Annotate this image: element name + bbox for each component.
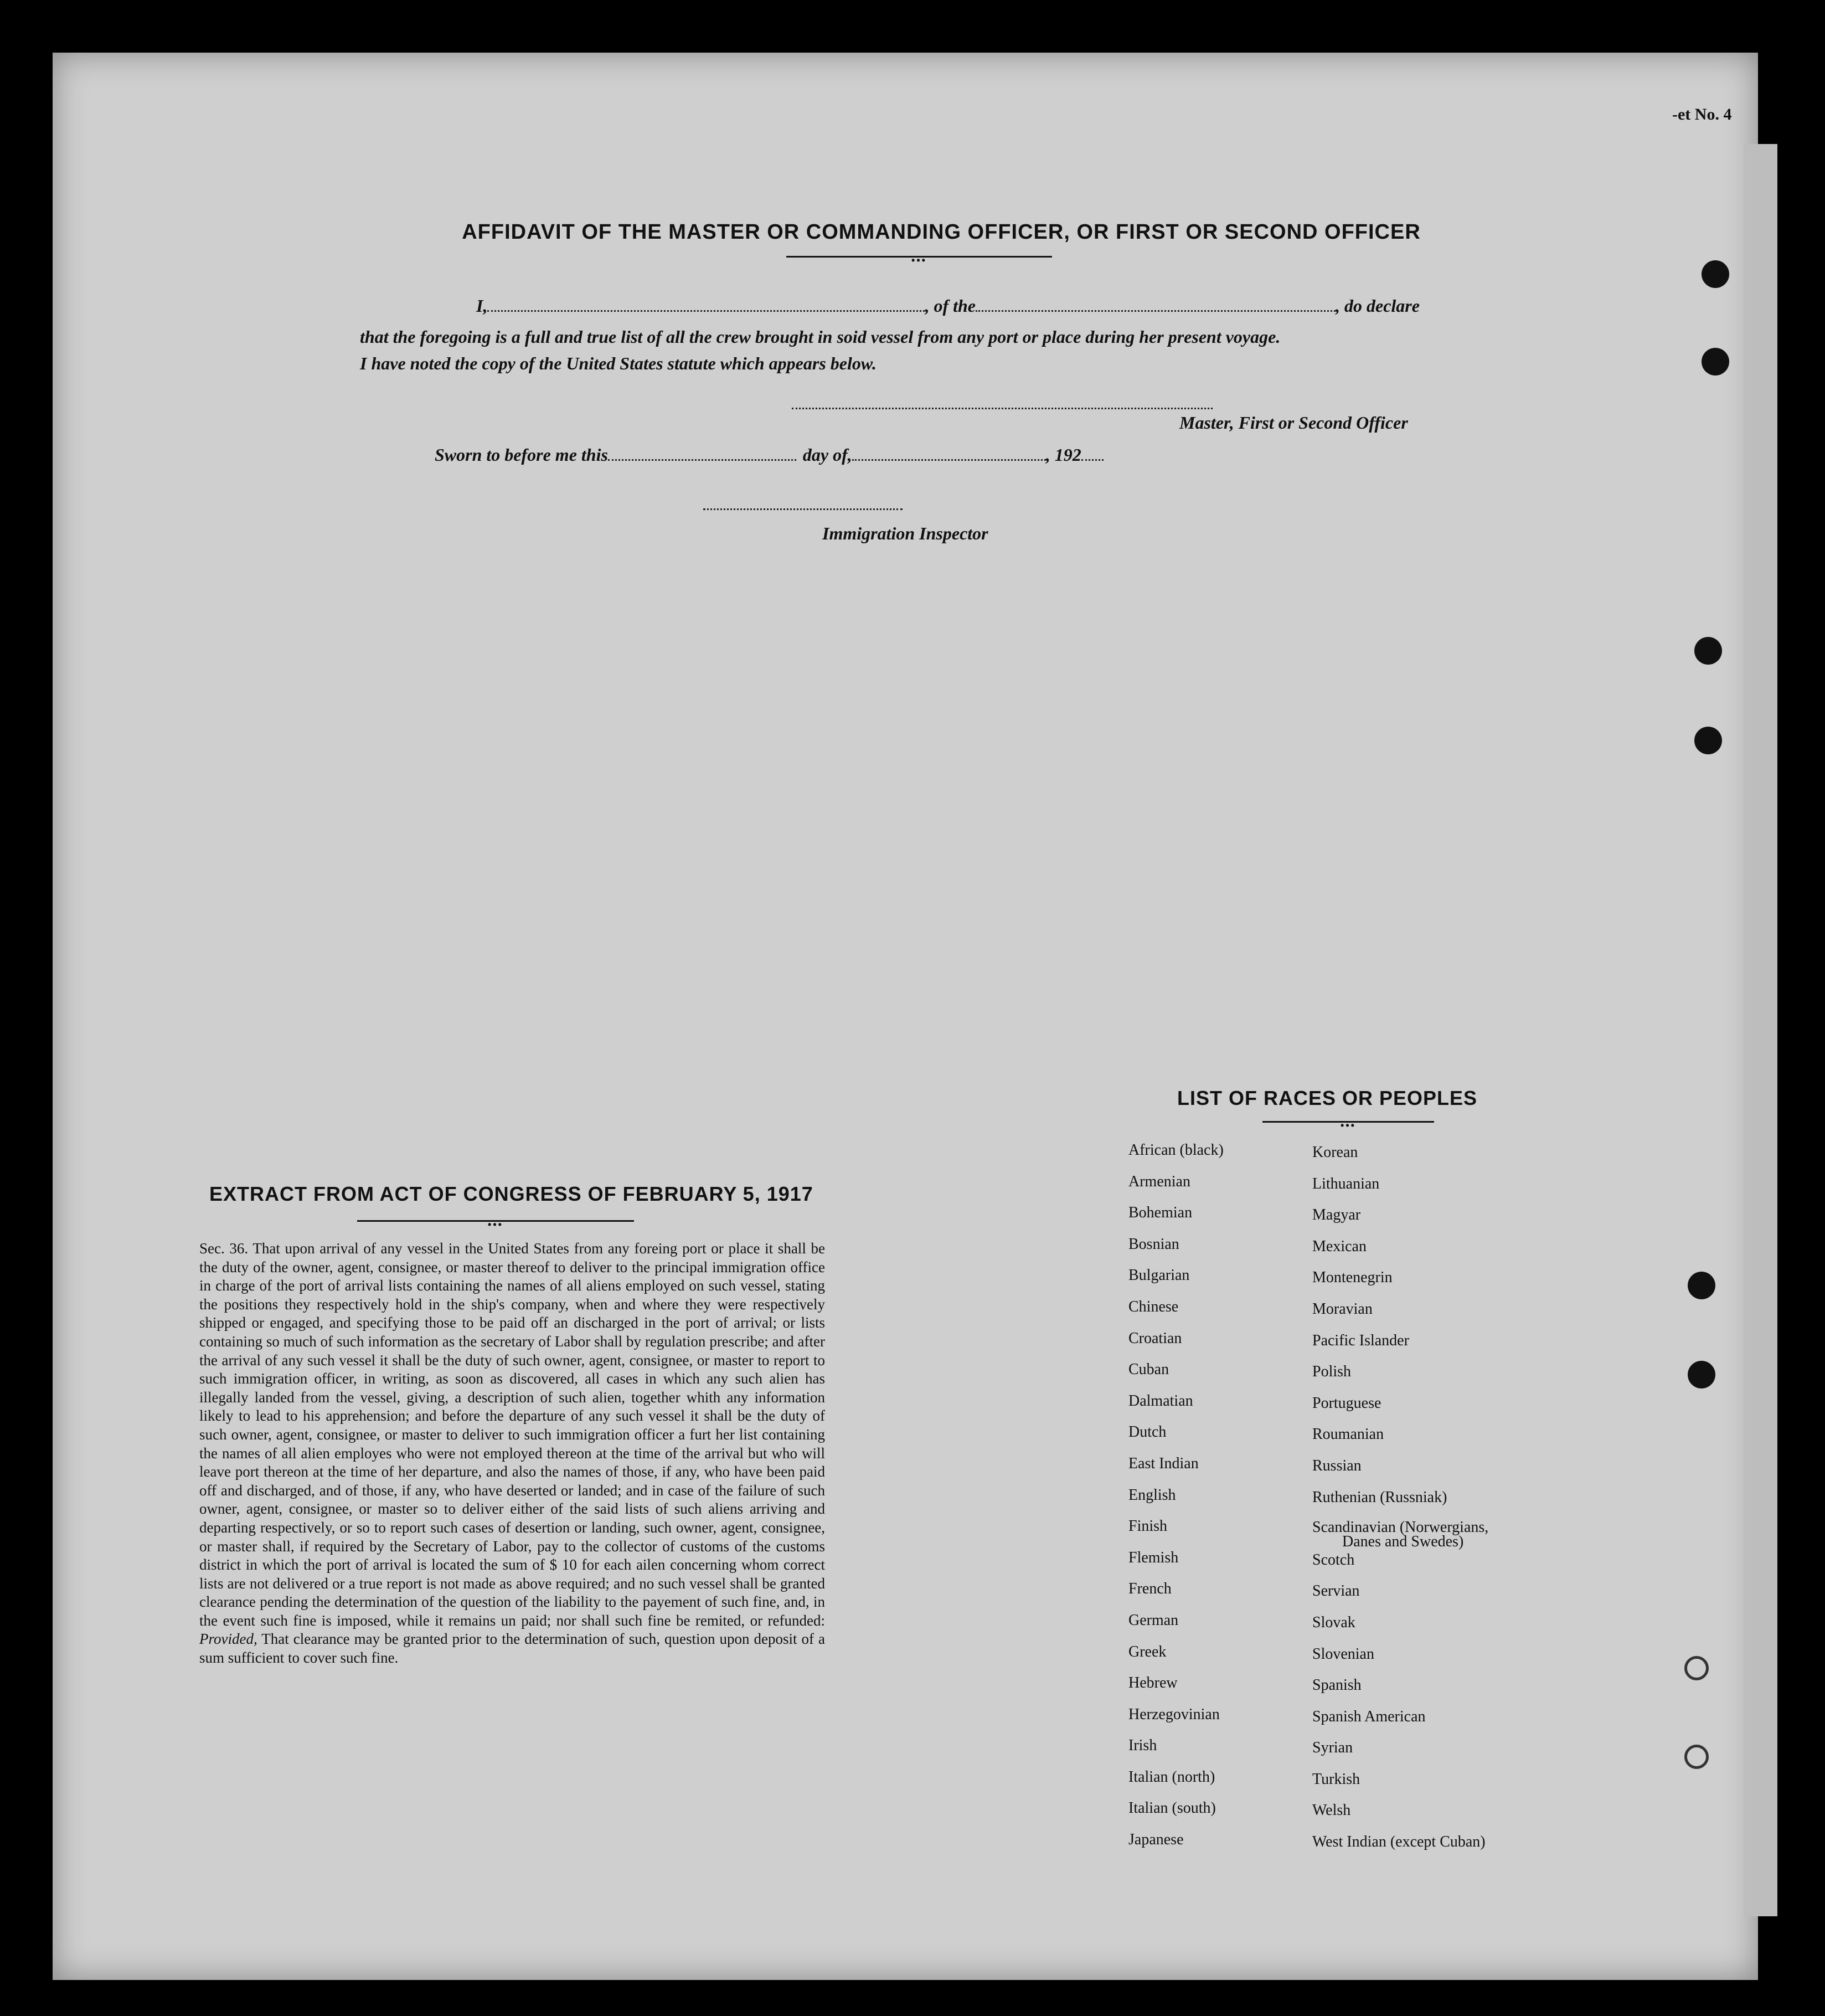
races-title: LIST OF RACES OR PEOPLES <box>1177 1087 1478 1109</box>
race-item: Lithuanian <box>1312 1175 1380 1192</box>
punch-hole-icon <box>1684 1656 1709 1680</box>
race-item: Greek <box>1128 1643 1167 1660</box>
punch-hole-icon <box>1688 1272 1715 1299</box>
race-item: Syrian <box>1312 1739 1353 1757</box>
punch-hole-icon <box>1684 1745 1709 1769</box>
punch-hole-icon <box>1694 637 1722 665</box>
race-item: Korean <box>1312 1144 1358 1161</box>
signature-line <box>792 393 1213 414</box>
race-item: Turkish <box>1312 1770 1360 1788</box>
race-item: Armenian <box>1128 1172 1190 1190</box>
affidavit-title: AFFIDAVIT OF THE MASTER OR COMMANDING OFFICER, OR FIRST OR SECOND OFFICER <box>462 220 1421 244</box>
race-item: French <box>1128 1580 1172 1598</box>
race-item: Spanish American <box>1312 1708 1426 1725</box>
race-item: Croatian <box>1128 1329 1182 1347</box>
affidavit-title-rule: ••• <box>786 256 1052 261</box>
inspector-line <box>703 494 903 515</box>
race-item: Bulgarian <box>1128 1267 1190 1284</box>
race-item: Welsh <box>1312 1802 1351 1819</box>
affidavit-line-2: that the foregoing is a full and true list of all the crew brought in soid vessel from any port or place during her present voyage. <box>360 327 1281 347</box>
race-item: Servian <box>1312 1582 1360 1600</box>
race-item: Russian <box>1312 1457 1362 1474</box>
race-item: Dalmatian <box>1128 1392 1193 1410</box>
race-item: Scotch <box>1312 1551 1355 1568</box>
race-item: Slovak <box>1312 1613 1355 1631</box>
race-item: West Indian (except Cuban) <box>1312 1833 1486 1851</box>
race-item: Dutch <box>1128 1423 1167 1441</box>
race-item: Ruthenian (Russniak) <box>1312 1488 1447 1506</box>
race-item: Bosnian <box>1128 1235 1179 1253</box>
race-item: Montenegrin <box>1312 1269 1393 1287</box>
race-item: Japanese <box>1128 1831 1184 1849</box>
race-item: Hebrew <box>1128 1674 1178 1692</box>
race-item: Scandinavian (Norwergians, Danes and Swedes) <box>1312 1519 1489 1551</box>
extract-title: EXTRACT FROM ACT OF CONGRESS OF FEBRUARY 5, 1917 <box>209 1182 813 1205</box>
sworn-line: Sworn to before me this day of, , 192 <box>435 445 1104 465</box>
race-item: Cuban <box>1128 1361 1169 1379</box>
race-item: Polish <box>1312 1363 1352 1381</box>
race-item: Irish <box>1128 1737 1157 1755</box>
race-item: Herzegovinian <box>1128 1705 1220 1723</box>
race-item: African (black) <box>1128 1141 1224 1159</box>
race-item: East Indian <box>1128 1454 1199 1472</box>
race-item: Pacific Islander <box>1312 1331 1409 1349</box>
inspector-label: Immigration Inspector <box>822 523 988 543</box>
sheet-number: -et No. 4 <box>1672 105 1732 124</box>
race-item: Roumanian <box>1312 1426 1384 1443</box>
race-item: Finish <box>1128 1518 1168 1535</box>
race-item: Magyar <box>1312 1206 1361 1224</box>
punch-hole-icon <box>1702 348 1729 376</box>
affidavit-line-3: I have noted the copy of the United States statute which appears below. <box>360 353 877 373</box>
race-item: Bohemian <box>1128 1204 1193 1222</box>
affidavit-line-1: I, , of the , do declare <box>476 296 1420 316</box>
punch-hole-icon <box>1702 260 1729 288</box>
punch-hole-icon <box>1688 1361 1715 1388</box>
races-right-column <box>1312 1144 1488 1865</box>
race-item: Flemish <box>1128 1549 1179 1566</box>
page-edge <box>1744 144 1777 1916</box>
extract-body: Sec. 36. That upon arrival of any vessel in the United States from any foreing port or place it shall be the duty of the owner, agent, consignee, or master thereof to deliver to the principal immigration office in charge of the port of arrival lists containing the names of all aliens employed on such vessel, stating the positions they respectively hold in the ship's company, when and where they were respectively shipped or engaged, and specifying those to be paid off an discharged in the port of arrival; or lists containing so much of such information as the secretary of Labor shall by regulation prescribe; and after the arrival of any such vessel it shall be the duty of such owner, agent, consignee, or master to report to such immigration officer, in writing, as soon as discovered, all cases in which any such alien has illegally landed from the vessel, giving, a description of such alien, together whith any information likely to lead to his apprehension; and before the departure of any such vessel it shall be the duty of such owner, agent, consignee, or master to deliver to such immigration officer a furt her list containing the names of all alien employes who were not employed thereon at the time of the arrival but who will leave port thereon at the time of her departure, and also the names of those, if any, who have been paid off and discharged, and of those, if any, who have deserted or landed; and in case of the failure of such owner, agent, consignee, or master so to deliver either of the said lists of such aliens arriving and departing respectively, or so to report such cases of desertion or landing, such owner, agent, consignee, or master shall, if required by the Secretary of Labor, pay to the collector of customs of the customs district in which the port of arrival is located the sum of $ 10 for each ailen concerning whom correct lists are not delivered or a true report is not made as above required; and no such vessel shall be granted clearance pending the determination of the question of the liability to the payement of such fine, and, in the event such fine is imposed, while it remains un paid; nor shall such fine be remited, or refunded: Provided, That clearance may be granted prior to the determination of such, question upon deposit of a sum sufficient to cover such fine. <box>199 1240 826 1667</box>
race-item: English <box>1128 1486 1176 1504</box>
race-item: Mexican <box>1312 1237 1367 1255</box>
race-item: Chinese <box>1128 1298 1179 1315</box>
extract-title-rule: ••• <box>357 1220 634 1225</box>
punch-hole-icon <box>1694 727 1722 754</box>
signature-role: Master, First or Second Officer <box>1179 413 1408 433</box>
race-item: Slovenian <box>1312 1645 1374 1663</box>
races-title-rule: ••• <box>1262 1121 1434 1126</box>
race-item: Moravian <box>1312 1300 1373 1318</box>
races-left-column <box>1128 1142 1224 1863</box>
race-item: Italian (south) <box>1128 1799 1216 1817</box>
race-item: German <box>1128 1611 1179 1629</box>
race-item: Spanish <box>1312 1676 1362 1694</box>
race-item: Italian (north) <box>1128 1768 1215 1786</box>
race-item: Portuguese <box>1312 1394 1381 1412</box>
